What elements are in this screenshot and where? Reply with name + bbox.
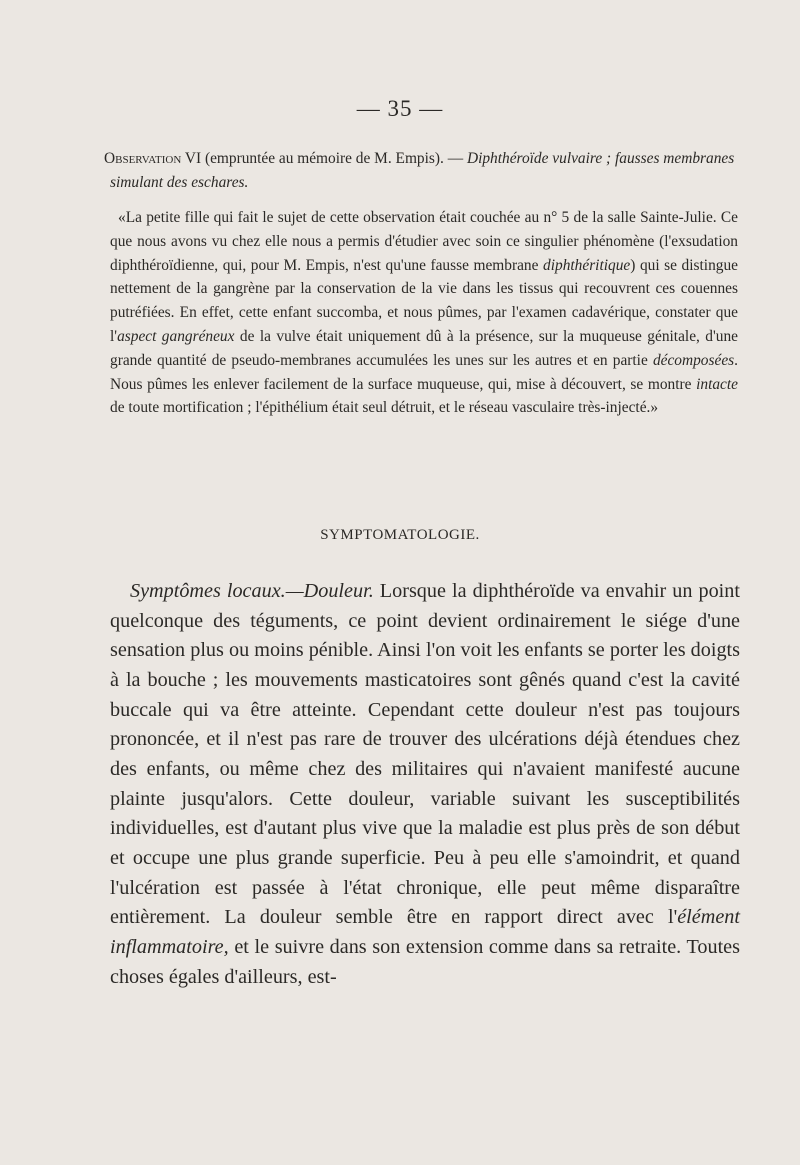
observation-label: Observation [104, 150, 182, 167]
quote-text-1: «La petite fille qui fait le sujet de cette observation était couchée au n° 5 de la salle Sainte-Julie. Ce que nous avons vu chez elle nous a permis d'étudier avec soin ce singulier phénomène (l'exsudation diphthéroïdienne, qui, pour M. Empis, n'est qu'une fausse membrane [110, 209, 738, 274]
main-paragraph [110, 577, 740, 992]
quote-text-4: . Nous pûmes les enlever facilement de la surface muqueuse, qui, mise à découvert, se montre [110, 351, 738, 393]
observation-number: VI [184, 150, 202, 167]
observation-source: (empruntée au mémoire de M. Empis). — [204, 150, 467, 167]
main-text-2: et le suivre dans son extension comme dans sa retraite. Toutes choses égales d'ailleurs, est- [110, 935, 740, 988]
section-heading: SYMPTOMATOLOGIE. [320, 527, 480, 543]
page-number: — 35 — [356, 96, 444, 121]
main-subheading: Symptômes locaux.—Douleur. [130, 580, 374, 602]
quote-text-5: de toute mortification ; l'épithélium était seul détruit, et le réseau vasculaire très-injecté.» [110, 399, 659, 417]
main-text [110, 577, 740, 992]
main-text-1: Lorsque la diphthéroïde va envahir un point quelconque des téguments, ce point devient ordinairement le siége d'une sensation plus ou moins pénible. Ainsi l'on voit les enfants se porter les doigts à la bouche ; les mouvements masticatoires sont gênés quand c'est la cavité buccale qui va être atteinte. Cependant cette douleur n'est pas toujours prononcée, et il n'est pas rare de trouver des ulcérations déjà étendues chez des enfants, ou même chez des militaires qui n'avaient manifesté aucune plainte jusqu'alors. Cette douleur, variable suivant les susceptibilités individuelles, est d'autant plus vive que la maladie est plus près de son début et occupe une plus grande superficie. Peu à peu elle s'amoindrit, et quand l'ulcération est passée à l'état chronique, elle peut même disparaître entièrement. La douleur semble être en rapport direct avec l' [110, 580, 740, 929]
quote-text-3: de la vulve était uniquement dû à la présence, sur la muqueuse génitale, d'une grande quantité de pseudo-membranes accumulées les unes sur les autres et en partie [110, 327, 738, 369]
quote-emphasis-3: décomposées [652, 351, 735, 369]
observation-title: Diphthéroïde vulvaire ; fausses membranes simulant des eschares. [110, 150, 735, 191]
main-emphasis: élément inflammatoire, [110, 906, 740, 958]
quote-emphasis-2: aspect gangréneux [117, 327, 235, 345]
quote-emphasis-4: intacte [696, 375, 738, 393]
quote-paragraph [110, 206, 738, 420]
observation-header [104, 147, 738, 195]
quote-text-2: ) qui se distingue nettement de la gangrène par la conservation de la vie dans les tissus qui recouvrent ces couennes putréfiées. En effet, cette enfant succomba, et nous pûmes, par l'examen cadavérique, constater que l' [110, 256, 738, 345]
observation-quote [110, 206, 738, 420]
quote-emphasis-1: diphthéritique [543, 256, 631, 274]
